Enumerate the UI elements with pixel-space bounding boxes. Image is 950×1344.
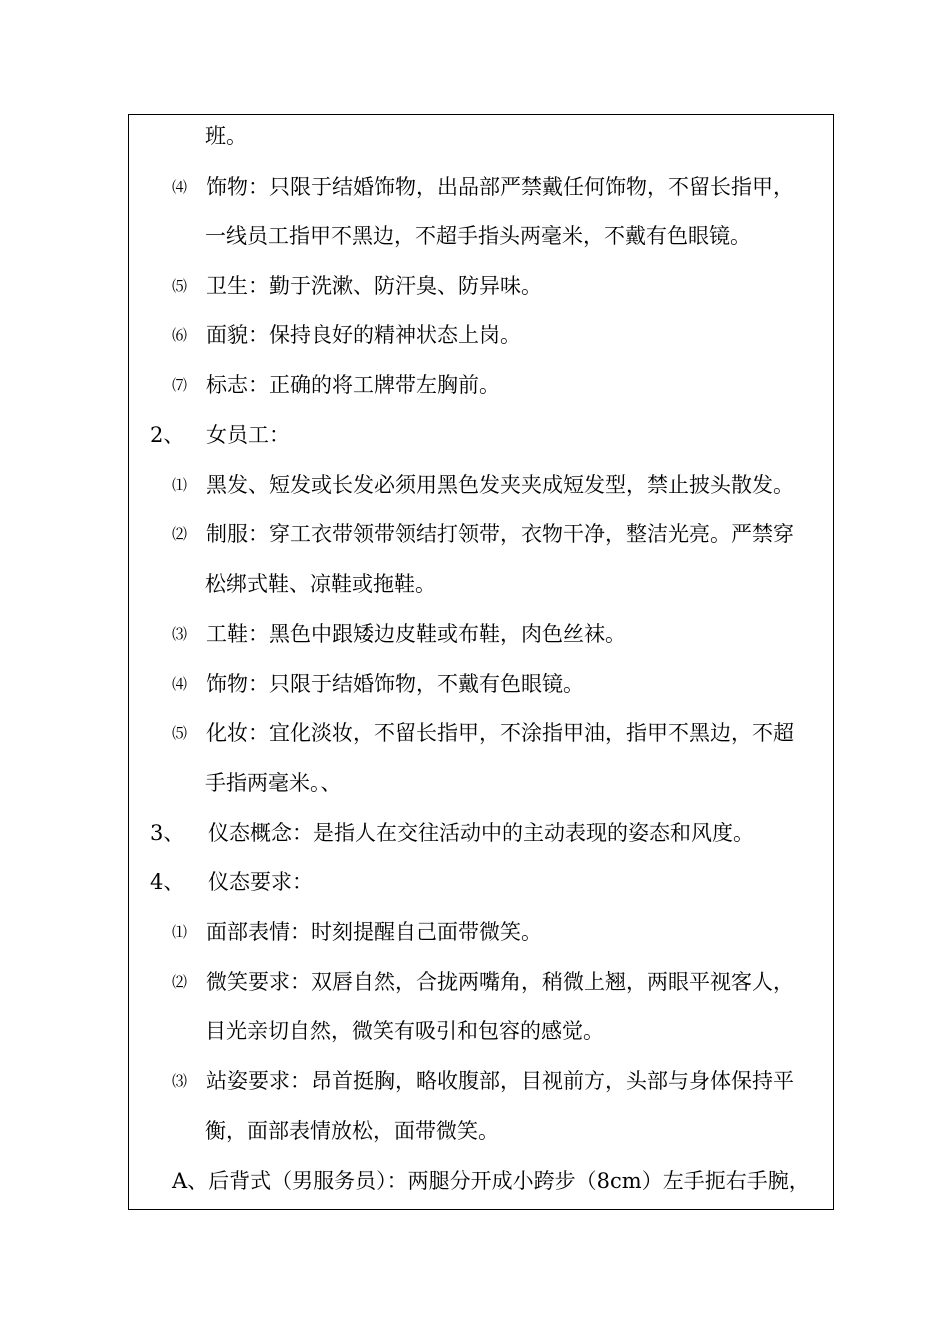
line-text: 标志：正确的将工牌带左胸前。 (206, 373, 500, 397)
line-text: 一线员工指甲不黑边，不超手指头两毫米，不戴有色眼镜。 (205, 224, 751, 248)
line-text: 目光亲切自然，微笑有吸引和包容的感觉。 (205, 1019, 604, 1043)
line-text: A、后背式（男服务员）：两腿分开成小跨步（8cm）左手扼右手腕， (172, 1169, 810, 1193)
item-number: ⑴ (172, 923, 188, 941)
line-text: 面貌：保持良好的精神状态上岗。 (206, 323, 521, 347)
item-number: ⑸ (172, 724, 188, 742)
item-number: ⑷ (172, 675, 188, 693)
section-number: 3、 (150, 821, 185, 845)
line-text: 化妆：宜化淡妆，不留长指甲，不涂指甲油，指甲不黑边，不超 (206, 721, 794, 745)
section-title: 女员工： (206, 423, 290, 447)
line-text: 工鞋：黑色中跟矮边皮鞋或布鞋，肉色丝袜。 (206, 622, 626, 646)
item-number: ⑹ (172, 326, 188, 344)
line-text: 卫生：勤于洗漱、防汗臭、防异味。 (206, 274, 542, 298)
line-text: 饰物：只限于结婚饰物，不戴有色眼镜。 (206, 672, 584, 696)
line-text: 手指两毫米。、 (205, 771, 342, 795)
line-text: 站姿要求：昂首挺胸，略收腹部，目视前方，头部与身体保持平 (206, 1069, 794, 1093)
item-number: ⑸ (172, 277, 188, 295)
line-text: 面部表情：时刻提醒自己面带微笑。 (206, 920, 542, 944)
item-number: ⑶ (172, 625, 188, 643)
item-number: ⑶ (172, 1072, 188, 1090)
line-text: 衡，面部表情放松，面带微笑。 (205, 1119, 499, 1143)
item-number: ⑺ (172, 376, 188, 394)
section-title: 仪态要求： (208, 870, 313, 894)
line-text: 松绑式鞋、凉鞋或拖鞋。 (205, 572, 436, 596)
item-number: ⑵ (172, 525, 188, 543)
section-number: 4、 (150, 870, 185, 894)
line-text: 饰物：只限于结婚饰物，出品部严禁戴任何饰物，不留长指甲， (206, 175, 794, 199)
item-number: ⑵ (172, 973, 188, 991)
line-text: 班。 (205, 124, 247, 148)
section-title: 仪态概念：是指人在交往活动中的主动表现的姿态和风度。 (208, 821, 754, 845)
line-text: 黑发、短发或长发必须用黑色发夹夹成短发型，禁止披头散发。 (206, 473, 794, 497)
item-number: ⑷ (172, 178, 188, 196)
section-number: 2、 (150, 423, 185, 447)
line-text: 制服：穿工衣带领带领结打领带，衣物干净，整洁光亮。严禁穿 (206, 522, 794, 546)
item-number: ⑴ (172, 476, 188, 494)
line-text: 微笑要求：双唇自然，合拢两嘴角，稍微上翘，两眼平视客人， (206, 970, 794, 994)
